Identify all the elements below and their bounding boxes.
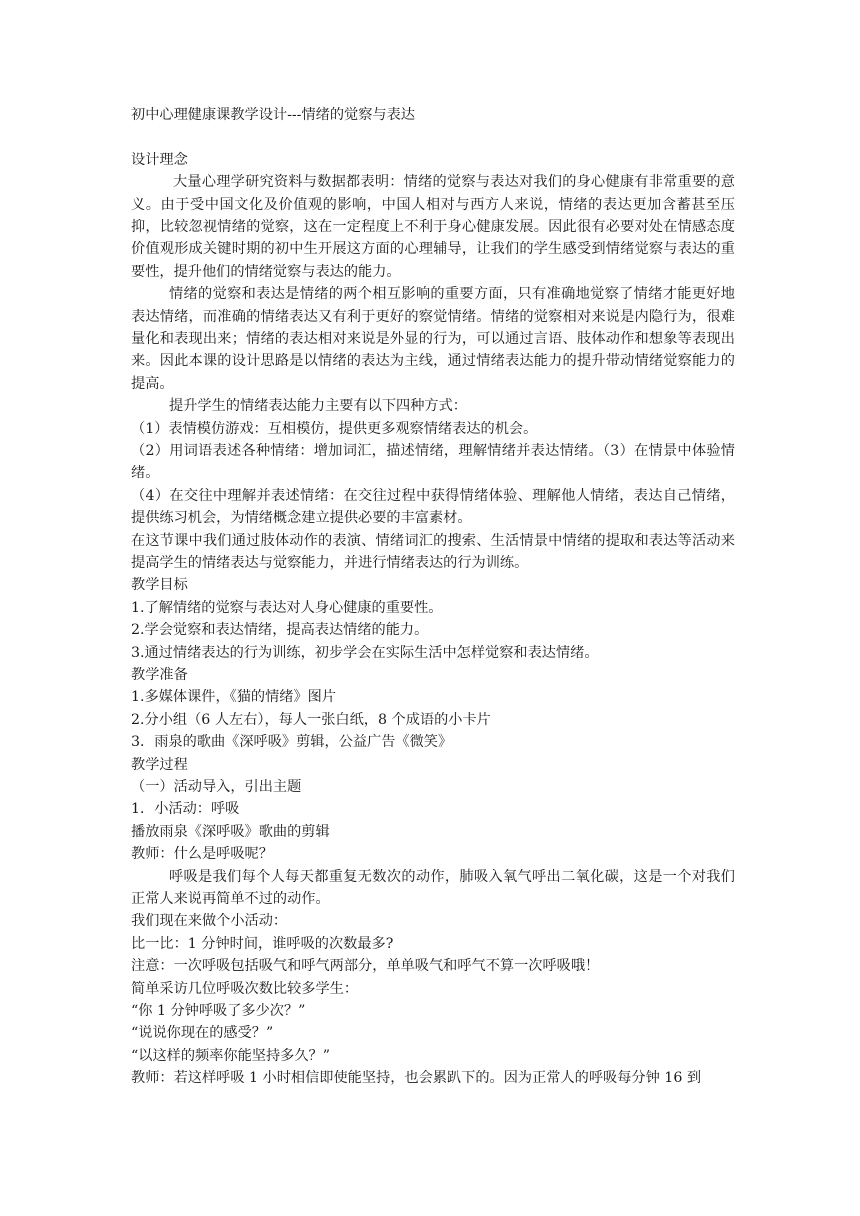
section-heading-goals: 教学目标	[131, 577, 188, 594]
interview-question: “说说你现在的感受？”	[131, 1025, 274, 1042]
activity-title: 1．小活动：呼吸	[131, 801, 240, 818]
process-text-teacher-question: 教师：什么是呼吸呢？	[131, 846, 273, 863]
list-item-preparation: 2.分小组（6 人左右），每人一张白纸，8 个成语的小卡片	[131, 711, 491, 728]
process-text-teacher-end: 教师：若这样呼吸 1 小时相信即使能坚持，也会累趴下的。因为正常人的呼吸每分钟 16 到	[131, 1070, 702, 1087]
paragraph-design-summary: 在这节课中我们通过肢体动作的表演、情绪词汇的搜索、生活情景中情绪的提取和表达等活动来提高学生的情绪表达与觉察能力，并进行情绪表达的行为训练。	[131, 532, 735, 572]
section-heading-design-concept: 设计理念	[131, 151, 188, 168]
process-text-compare: 比一比：1 分钟时间，谁呼吸的次数最多?	[131, 935, 394, 952]
list-item-preparation: 1.多媒体课件，《猫的情绪》图片	[131, 689, 337, 706]
list-item-method-2-3: （2）用词语表述各种情绪：增加词汇，描述情绪，理解情绪并表达情绪。（3）在情景中体验情绪。	[131, 443, 735, 482]
section-heading-preparation: 教学准备	[131, 667, 188, 684]
list-item-method-1: （1）表情模仿游戏：互相模仿，提供更多观察情绪表达的机会。	[131, 420, 538, 437]
process-text-note: 注意：一次呼吸包括吸气和呼气两部分，单单吸气和呼气不算一次呼吸哦！	[131, 958, 600, 975]
subsection-heading-intro: （一）活动导入，引出主题	[131, 779, 302, 795]
section-heading-process: 教学过程	[131, 756, 188, 773]
paragraph-design-concept-1: 大量心理学研究资料与数据都表明：情绪的觉察与表达对我们的身心健康有非常重要的意义。由于受中国文化及价值观的影响，中国人相对与西方人来说，情绪的表达更加含蓄甚至压抑，比较忽视情绪的觉察，这在一定程度上不利于身心健康发展。因此很有必要对处在情感态度价值观形成关键时期的初中生开展这方面的心理辅导，让我们的学生感受到情绪觉察与表达的重要性，提升他们的情绪觉察与表达的能力。	[131, 174, 735, 280]
list-item-goal: 3.通过情绪表达的行为训练，初步学会在实际生活中怎样觉察和表达情绪。	[131, 644, 599, 661]
list-item-method-4: （4）在交往中理解并表述情绪：在交往过程中获得情绪体验、理解他人情绪，表达自己情绪，提供练习机会，为情绪概念建立提供必要的丰富素材。	[131, 487, 735, 527]
paragraph-design-concept-3: 提升学生的情绪表达能力主要有以下四种方式：	[169, 398, 467, 415]
document-page	[131, 104, 735, 1090]
process-text-interview: 简单采访几位呼吸次数比较多学生：	[131, 980, 359, 997]
list-item-goal: 2.学会觉察和表达情绪，提高表达情绪的能力。	[131, 622, 429, 639]
document-title: 初中心理健康课教学设计---情绪的觉察与表达	[131, 107, 415, 123]
interview-question: “以这样的频率你能坚持多久？”	[131, 1047, 330, 1064]
process-text-play: 播放雨泉《深呼吸》歌曲的剪辑	[131, 823, 330, 840]
list-item-preparation: 3．雨泉的歌曲《深呼吸》剪辑，公益广告《微笑》	[131, 734, 453, 751]
paragraph-design-concept-2: 情绪的觉察和表达是情绪的两个相互影响的重要方面，只有准确地觉察了情绪才能更好地表达情绪，而准确的情绪表达又有利于更好的察觉情绪。情绪的觉察相对来说是内隐行为，很难量化和表现出来；情绪的表达相对来说是外显的行为，可以通过言语、肢体动作和想象等表现出来。因此本课的设计思路是以情绪的表达为主线，通过情绪表达能力的提升带动情绪觉察能力的提高。	[131, 286, 735, 392]
interview-question: “你 1 分钟呼吸了多少次？”	[131, 1002, 306, 1019]
process-text-lets-do: 我们现在来做个小活动：	[131, 913, 288, 930]
paragraph-breathing: 呼吸是我们每个人每天都重复无数次的动作，肺吸入氧气呼出二氧化碳，这是一个对我们正常人来说再简单不过的动作。	[131, 868, 735, 907]
list-item-goal: 1.了解情绪的觉察与表达对人身心健康的重要性。	[131, 599, 443, 616]
